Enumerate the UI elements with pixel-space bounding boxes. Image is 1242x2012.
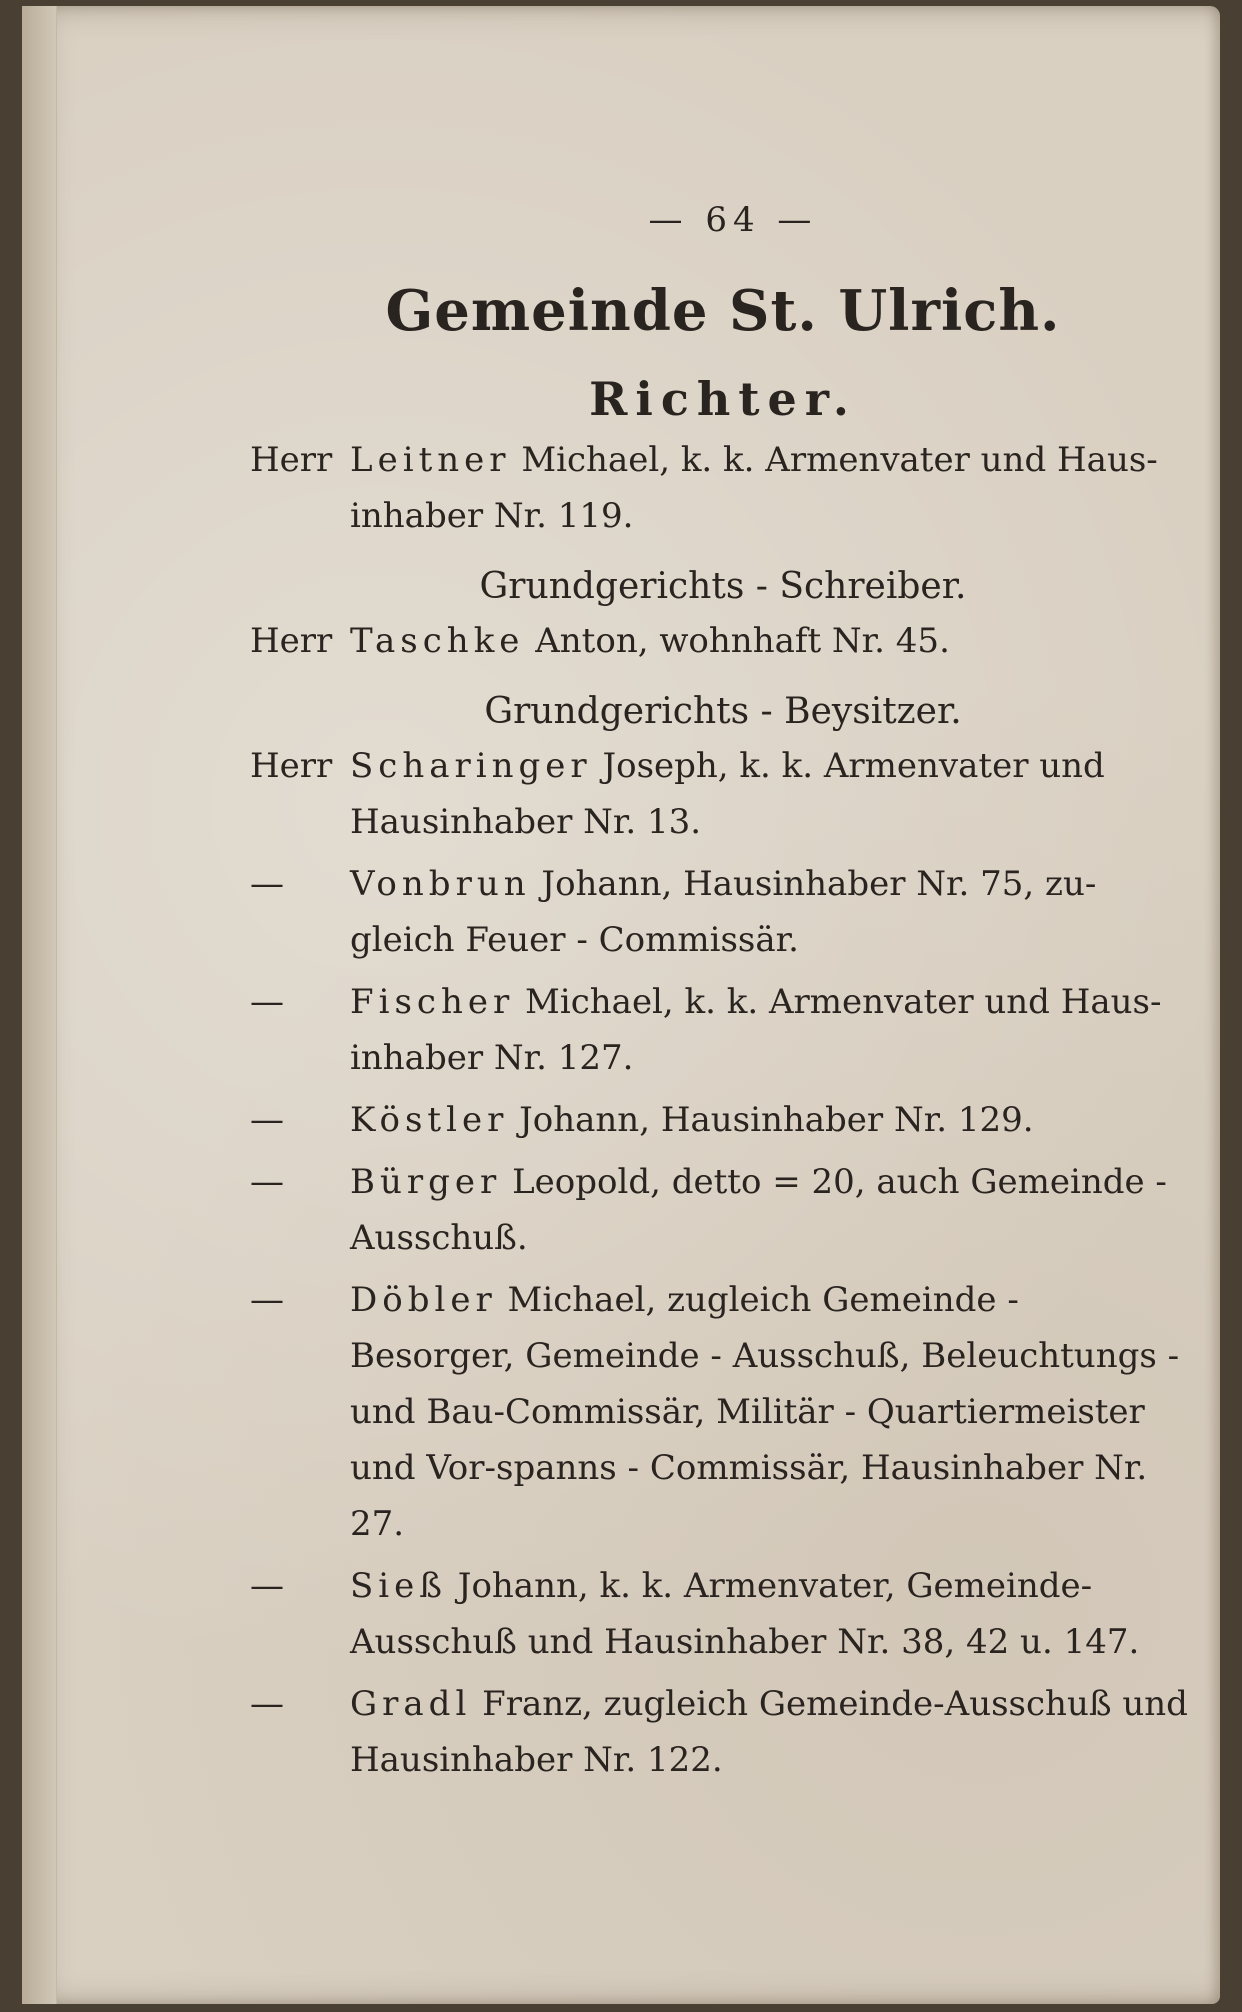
entry-text: Johann, Hausinhaber Nr. 129. (508, 1100, 1034, 1140)
entry-text: Joseph, k. k. Armenvater und Hausinhaber Nr. 13. (350, 746, 1105, 842)
entry-name: Leitner (350, 440, 511, 480)
entry-name: Taschke (350, 621, 525, 661)
entry-name: Scharinger (350, 746, 592, 786)
section-heading-richter: Richter. (589, 372, 857, 426)
entry-text: Franz, zugleich Gemeinde-Ausschuß und Hausinhaber Nr. 122. (350, 1684, 1188, 1780)
entry-name: Döbler (350, 1280, 497, 1320)
entry-text: Michael, zugleich Gemeinde - Besorger, Gemeinde - Ausschuß, Beleuchtungs - und Bau-Commissär, Militär - Quartiermeister und Vor-spanns - Commissär, Hausinhaber Nr. 27. (350, 1280, 1180, 1544)
entry-name: Vonbrun (350, 864, 531, 904)
list-item (250, 1092, 1196, 1148)
section-heading-schreiber: Grundgerichts - Schreiber. (479, 566, 967, 607)
entry-name: Sieß (350, 1566, 447, 1606)
entry-name: Bürger (350, 1162, 502, 1202)
list-item (250, 432, 1196, 544)
list-item (250, 1272, 1196, 1552)
entry-text: Johann, k. k. Armenvater, Gemeinde-Ausschuß und Hausinhaber Nr. 38, 42 u. 147. (350, 1566, 1140, 1662)
page-content (250, 200, 1196, 1788)
entry-prefix: — (250, 1162, 284, 1202)
entry-prefix: Herr (250, 746, 333, 786)
entry-prefix: — (250, 1100, 284, 1140)
page-title: Gemeinde St. Ulrich. (385, 278, 1061, 344)
entry-prefix: Herr (250, 621, 333, 661)
list-item (250, 1154, 1196, 1266)
entry-prefix: — (250, 982, 284, 1022)
list-item (250, 856, 1196, 968)
entry-name: Gradl (350, 1684, 472, 1724)
page-gutter (22, 6, 57, 2004)
section-heading-beysitzer: Grundgerichts - Beysitzer. (484, 691, 962, 732)
list-item (250, 1558, 1196, 1670)
list-item (250, 613, 1196, 669)
entry-text: Michael, k. k. Armenvater und Haus-inhaber Nr. 127. (350, 982, 1162, 1078)
entry-text: Anton, wohnhaft Nr. 45. (524, 621, 950, 661)
entry-name: Köstler (350, 1100, 509, 1140)
entry-prefix: Herr (250, 440, 333, 480)
list-item (250, 974, 1196, 1086)
entry-prefix: — (250, 864, 284, 904)
entry-prefix: — (250, 1566, 284, 1606)
entry-text: Johann, Hausinhaber Nr. 75, zu-gleich Feuer - Commissär. (350, 864, 1097, 960)
entry-name: Fischer (350, 982, 515, 1022)
entry-prefix: — (250, 1280, 284, 1320)
list-item (250, 738, 1196, 850)
entry-text: Leopold, detto = 20, auch Gemeinde - Ausschuß. (350, 1162, 1167, 1258)
list-item (250, 1676, 1196, 1788)
page-number: — 64 — (648, 200, 818, 240)
entry-prefix: — (250, 1684, 284, 1724)
entry-text: Michael, k. k. Armenvater und Haus-inhaber Nr. 119. (350, 440, 1158, 536)
